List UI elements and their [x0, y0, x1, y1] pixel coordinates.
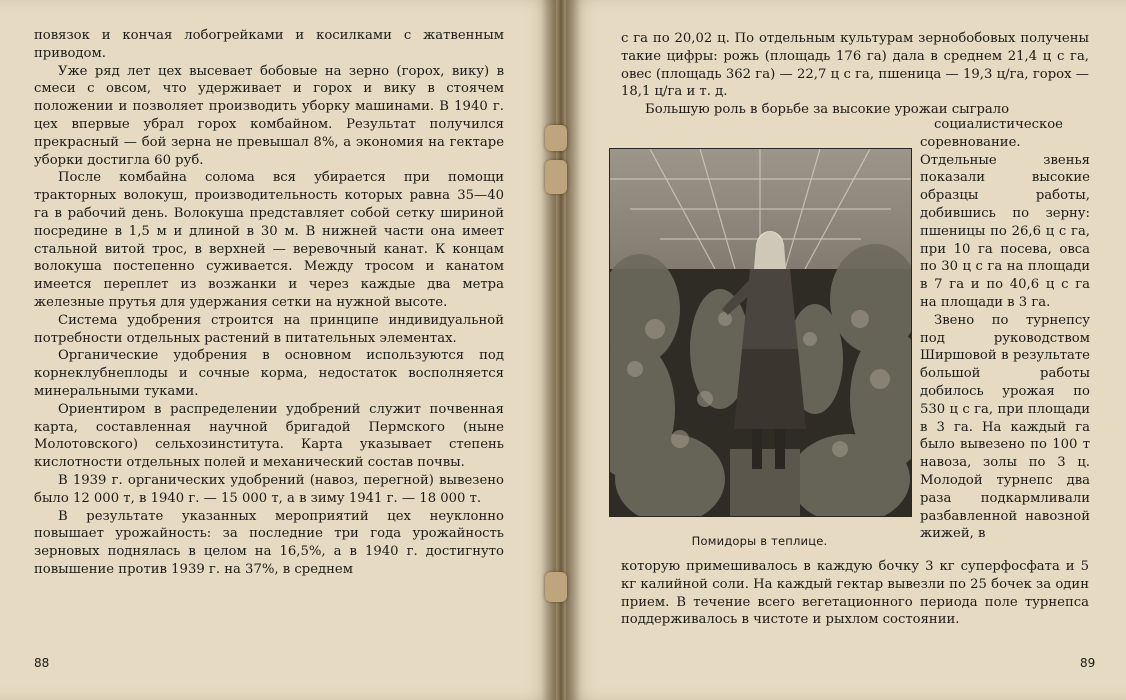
paragraph: После комбайна солома вся убирается при помощи тракторных волокуш, производительность которых равна 35—40 га в рабочий день. Волокуша представляет собой сетку шириной посредине в 1,5 м и длиной в 30 м. В нижней части она имеет стальной витой трос, в верхней — веревочный канат. К концам волокуша постепенно суживается. Между тросом и канатом имеется переплет из возжанки и через каждые два метра железные прутья для удержания сетки на нужной высоте. [34, 170, 504, 310]
binding-stitch [545, 160, 567, 194]
paragraph: Уже ряд лет цех высевает бобовые на зерно (горох, вику) в смеси с овсом, что удерживает и горох и вику в стоячем положении и позволяет производить уборку машинами. В 1940 г. цех впервые убрал горох комбайном. Результат получился прекрасный — бой зерна не превышал 8%, а экономия на гектаре уборки достигла 60 руб. [34, 63, 504, 168]
right-page-side-column [920, 116, 1090, 543]
binding-stitch [545, 572, 567, 602]
paragraph: Звено по турнепсу под руководством Ширшовой в результате большой работы добилось урожая по 530 ц с га, при площади в 3 га. На каждый га было вывезено по 100 т навоза, золы по 3 ц. Молодой турнепс два раза подкармливали разбавленной навозной жижей, в [920, 312, 1090, 542]
right-page-bottom-text [621, 558, 1089, 629]
paragraph: социалистическое соревнование. Отдельные звенья показали высокие образцы работы, добившись по зерну: пшеницы по 26,6 ц с га, при 10 га посева, овса по 30 ц с га на площади в 7 га и по 40,6 ц с га на площади в 3 га. [920, 117, 1090, 310]
photo-caption: Помидоры в теплице. [691, 534, 828, 548]
paragraph: В результате указанных мероприятий цех неуклонно повышает урожайность: за последние три года урожайность зерновых поднялась в целом на 16,5%, а в 1940 г. достигнуто повышение против 1939 г. на 37%, в среднем [34, 508, 504, 577]
paragraph: которую примешивалось в каждую бочку 3 кг суперфосфата и 5 кг калийной соли. На каждый гектар вывезли по 25 бочек за один прием. В течение всего вегетационного периода поле турнепса поддерживалось в чистоте и рыхлом состоянии. [621, 559, 1089, 628]
left-page-text [34, 27, 504, 579]
left-page [0, 0, 556, 700]
paragraph: Ориентиром в распределении удобрений служит почвенная карта, составленная научной бригадой Пермского (ныне Молотовского) сельхозинститута. Карта указывает степень кислотности отдельных полей и механический состав почвы. [34, 401, 504, 471]
paragraph: Система удобрения строится на принципе индивидуальной потребности отдельных растений в питательных элементах. [34, 312, 504, 346]
binding-stitch [545, 125, 567, 151]
paragraph: В 1939 г. органических удобрений (навоз, перегной) вывезено было 12 000 т, в 1940 г. — 15 000 т, а в зиму 1941 г. — 18 000 т. [34, 472, 504, 506]
page-number-left: 88 [34, 656, 50, 670]
right-page-top-text [621, 30, 1089, 119]
right-page [566, 0, 1126, 700]
paragraph: повязок и кончая лобогрейками и косилками с жатвенным приводом. [34, 28, 504, 61]
page-number-right: 89 [1080, 656, 1096, 670]
greenhouse-photo [609, 148, 912, 517]
greenhouse-illustration [610, 149, 911, 516]
paragraph: Большую роль в борьбе за высокие урожаи сыграло [645, 102, 1010, 118]
paragraph: Органические удобрения в основном используются под корнеклубнеплоды и сочные корма, недостаток восполняется минеральными туками. [34, 348, 504, 399]
paragraph: с га по 20,02 ц. По отдельным культурам зернобобовых получены такие цифры: рожь (площадь 176 га) дала в среднем 21,4 ц с га, овес (площадь 362 га) — 22,7 ц с га, пшеница — 19,3 ц/га, горох — 18,1 ц/га и т. д. [621, 31, 1089, 100]
